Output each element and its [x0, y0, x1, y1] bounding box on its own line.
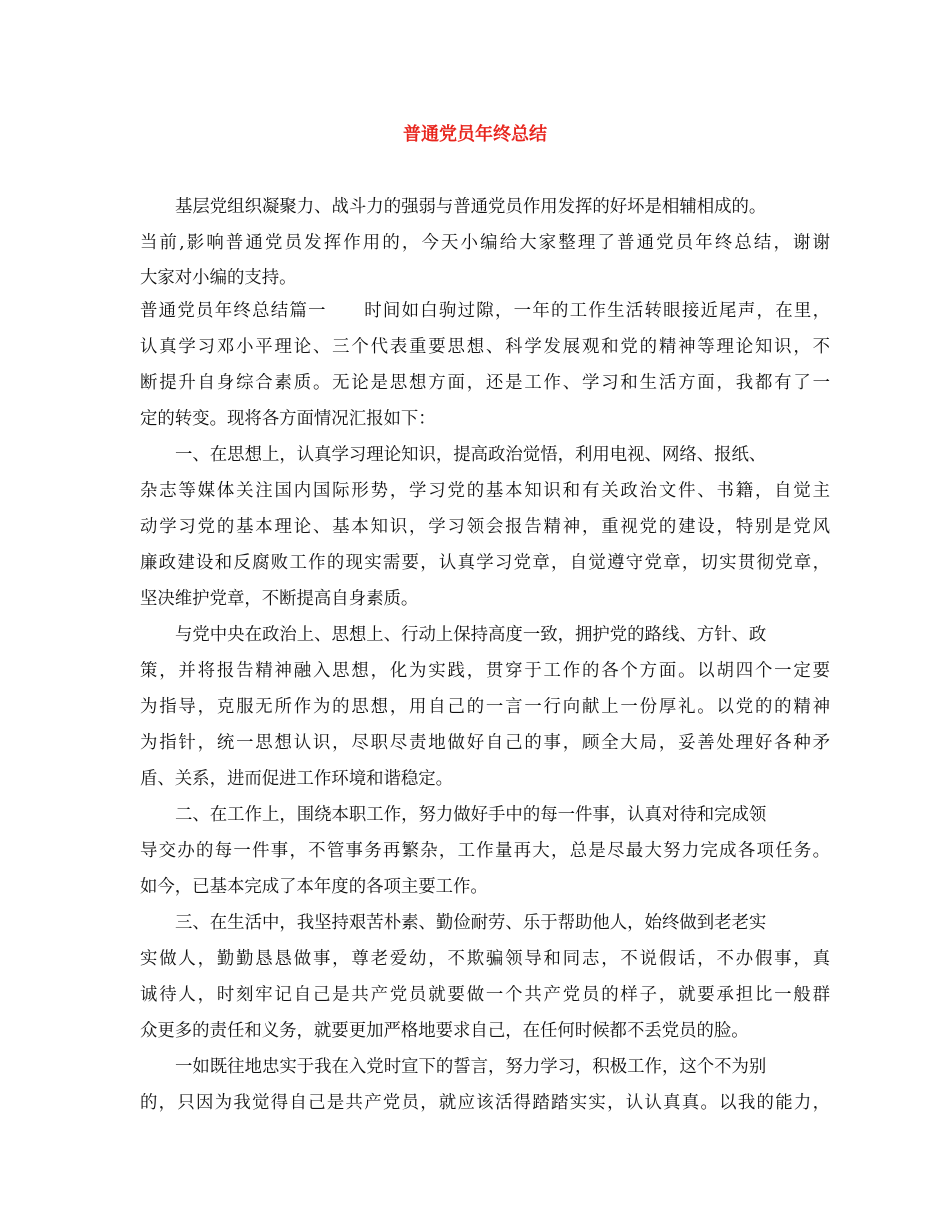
body-line: 廉政建设和反腐败工作的现实需要，认真学习党章，自觉遵守党章，切实贯彻党章， [140, 553, 830, 573]
body-line: 导交办的每一件事，不管事务再繁杂，工作量再大，总是尽最大努力完成各项任务。 [140, 841, 830, 861]
body-line: 普通党员年终总结篇一 时间如白驹过隙，一年的工作生活转眼接近尾声，在里， [140, 301, 830, 321]
body-line: 大家对小编的支持。 [140, 268, 297, 288]
body-line: 杂志等媒体关注国内国际形势，学习党的基本知识和有关政治文件、书籍，自觉主 [140, 481, 830, 501]
body-line: 二、在工作上，围绕本职工作，努力做好手中的每一件事，认真对待和完成领 [175, 805, 767, 825]
document-title: 普通党员年终总结 [403, 124, 547, 145]
body-line: 定的转变。现将各方面情况汇报如下： [140, 409, 436, 429]
body-line: 三、在生活中，我坚持艰苦朴素、勤俭耐劳、乐于帮助他人，始终做到老老实 [175, 913, 767, 933]
body-line: 动学习党的基本理论、基本知识，学习领会报告精神，重视党的建设，特别是党风 [140, 517, 830, 537]
body-line: 实做人，勤勤恳恳做事，尊老爱幼，不欺骗领导和同志，不说假话，不办假事，真 [140, 949, 830, 969]
body-line: 盾、关系，进而促进工作环境和谐稳定。 [140, 769, 454, 789]
body-line: 认真学习邓小平理论、三个代表重要思想、科学发展观和党的精神等理论知识，不 [140, 337, 830, 357]
body-line: 坚决维护党章，不断提高自身素质。 [140, 589, 419, 609]
body-line: 如今，已基本完成了本年度的各项主要工作。 [140, 877, 488, 897]
body-line: 一如既往地忠实于我在入党时宣下的誓言，努力学习，积极工作，这个不为别 [175, 1057, 767, 1077]
body-line: 策，并将报告精神融入思想，化为实践，贯穿于工作的各个方面。以胡四个一定要 [140, 661, 830, 681]
body-line: 为指导，克服无所作为的思想，用自己的一言一行向献上一份厚礼。以党的的精神 [140, 697, 830, 717]
body-line: 诚待人，时刻牢记自己是共产党员就要做一个共产党员的样子，就要承担比一般群 [140, 985, 830, 1005]
body-line: 一、在思想上，认真学习理论知识，提高政治觉悟，利用电视、网络、报纸、 [175, 445, 767, 465]
body-line: 众更多的责任和义务，就要更加严格地要求自己，在任何时候都不丢党员的脸。 [140, 1021, 749, 1041]
body-line: 断提升自身综合素质。无论是思想方面，还是工作、学习和生活方面，我都有了一 [140, 373, 830, 393]
body-line: 基层党组织凝聚力、战斗力的强弱与普通党员作用发挥的好坏是相辅相成的。 [175, 197, 767, 217]
body-line: 的，只因为我觉得自己是共产党员，就应该活得踏踏实实，认认真真。以我的能力， [140, 1093, 830, 1113]
body-line: 当前,影响普通党员发挥作用的，今天小编给大家整理了普通党员年终总结，谢谢 [140, 233, 830, 253]
body-line: 为指针，统一思想认识，尽职尽责地做好自己的事，顾全大局，妥善处理好各种矛 [140, 733, 830, 753]
body-line: 与党中央在政治上、思想上、行动上保持高度一致，拥护党的路线、方针、政 [175, 625, 767, 645]
